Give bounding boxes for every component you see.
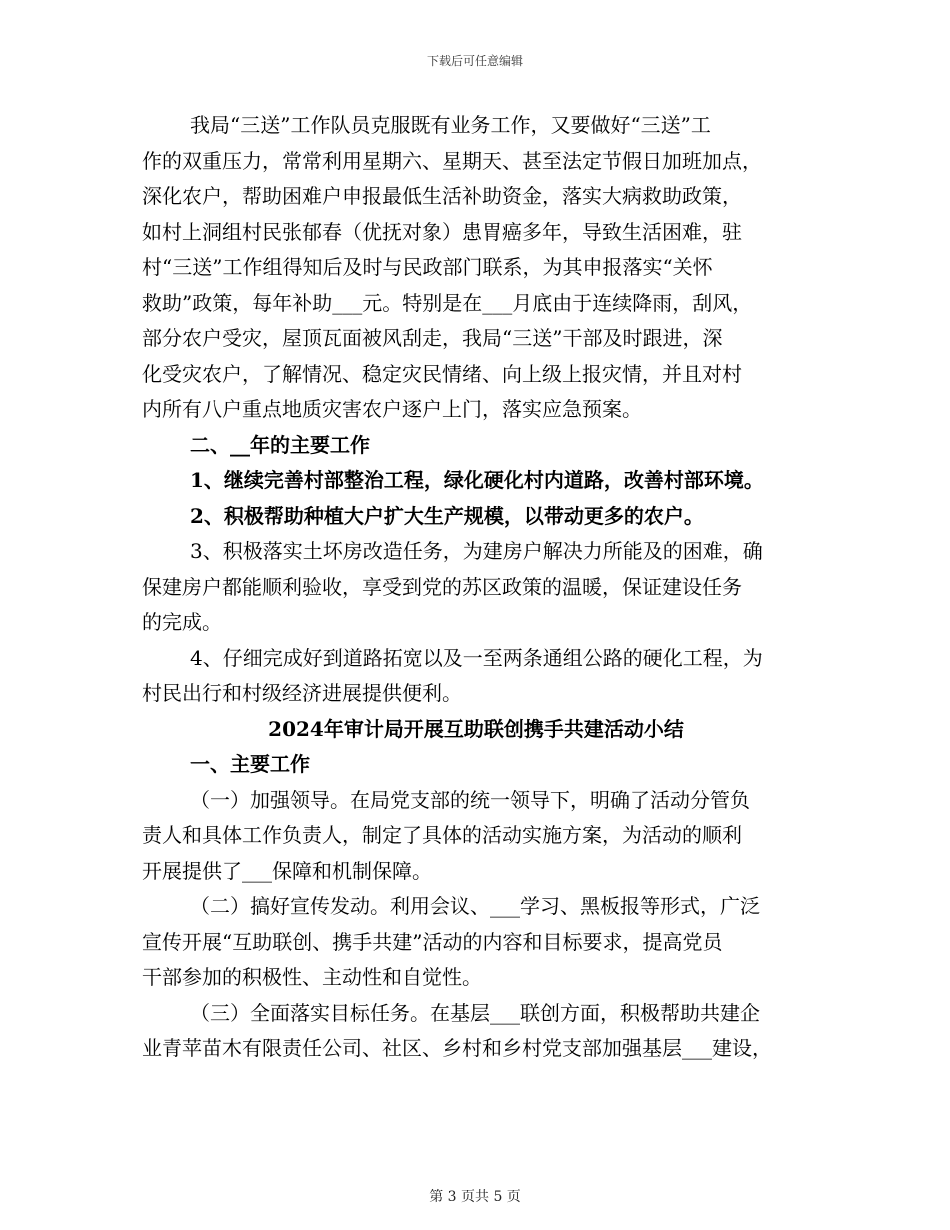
text-line: 化受灾农户，了解情况、稳定灾民情绪、向上级上报灾情，并且对村 xyxy=(142,361,742,386)
text-line: 村“三送”工作组得知后及时与民政部门联系，为其申报落实“关怀 xyxy=(142,255,713,279)
text-line: （一）加强领导。在局党支部的统一领导下，明确了活动分管负 xyxy=(190,787,750,812)
document-title: 2024年审计局开展互助联创携手共建活动小结 xyxy=(268,716,684,741)
text-line: 我局“三送”工作队员克服既有业务工作，又要做好“三送”工 xyxy=(190,113,711,137)
text-line: 一、主要工作 xyxy=(190,752,310,776)
text-line: 救助”政策，每年补助___元。特别是在___月底由于连续降雨，刮风， xyxy=(142,290,753,315)
page-header: 下载后可任意编辑 xyxy=(426,54,523,68)
text-line: 保建房户都能顺利验收，享受到党的苏区政策的温暖，保证建设任务 xyxy=(142,574,742,599)
page-footer: 第 3 页共 5 页 xyxy=(429,1189,521,1205)
text-line: 2、积极帮助种植大户扩大生产规模，以带动更多的农户。 xyxy=(190,503,704,528)
text-line: （二）搞好宣传发动。利用会议、___学习、黑板报等形式，广泛 xyxy=(190,894,760,918)
text-line: 部分农户受灾，屋顶瓦面被风刮走，我局“三送”干部及时跟进，深 xyxy=(142,326,723,350)
text-line: 深化农户，帮助困难户申报最低生活补助资金，落实大病救助政策， xyxy=(142,184,742,208)
text-line: 4、仔细完成好到道路拓宽以及一至两条通组公路的硬化工程，为 xyxy=(190,645,763,670)
text-line: 开展提供了___保障和机制保障。 xyxy=(142,858,432,883)
text-line: （三）全面落实目标任务。在基层___联创方面，积极帮助共建企 xyxy=(190,1000,760,1025)
text-line: 责人和具体工作负责人，制定了具体的活动实施方案，为活动的顺利 xyxy=(142,823,742,847)
text-line: 业青苹苗木有限责任公司、社区、乡村和乡村党支部加强基层___建设， xyxy=(142,1036,772,1060)
text-line: 干部参加的积极性、主动性和自觉性。 xyxy=(142,965,482,989)
text-line: 如村上洞组村民张郁春（优抚对象）患胃癌多年，导致生活困难，驻 xyxy=(142,219,742,244)
text-line: 作的双重压力，常常利用星期六、星期天、甚至法定节假日加班加点， xyxy=(142,148,762,173)
text-line: 3、积极落实土坏房改造任务，为建房户解决力所能及的困难，确 xyxy=(190,539,763,563)
text-line: 的完成。 xyxy=(142,610,222,634)
text-line: 二、__年的主要工作 xyxy=(190,432,370,457)
text-line: 内所有八户重点地质灾害农户逐户上门，落实应急预案。 xyxy=(142,397,642,421)
text-line: 1、继续完善村部整治工程，绿化硬化村内道路，改善村部环境。 xyxy=(190,468,764,492)
text-line: 宣传开展“互助联创、携手共建”活动的内容和目标要求，提高党员 xyxy=(142,929,723,954)
document-body xyxy=(142,108,810,1067)
text-line: 村民出行和村级经济进展提供便利。 xyxy=(142,681,462,705)
